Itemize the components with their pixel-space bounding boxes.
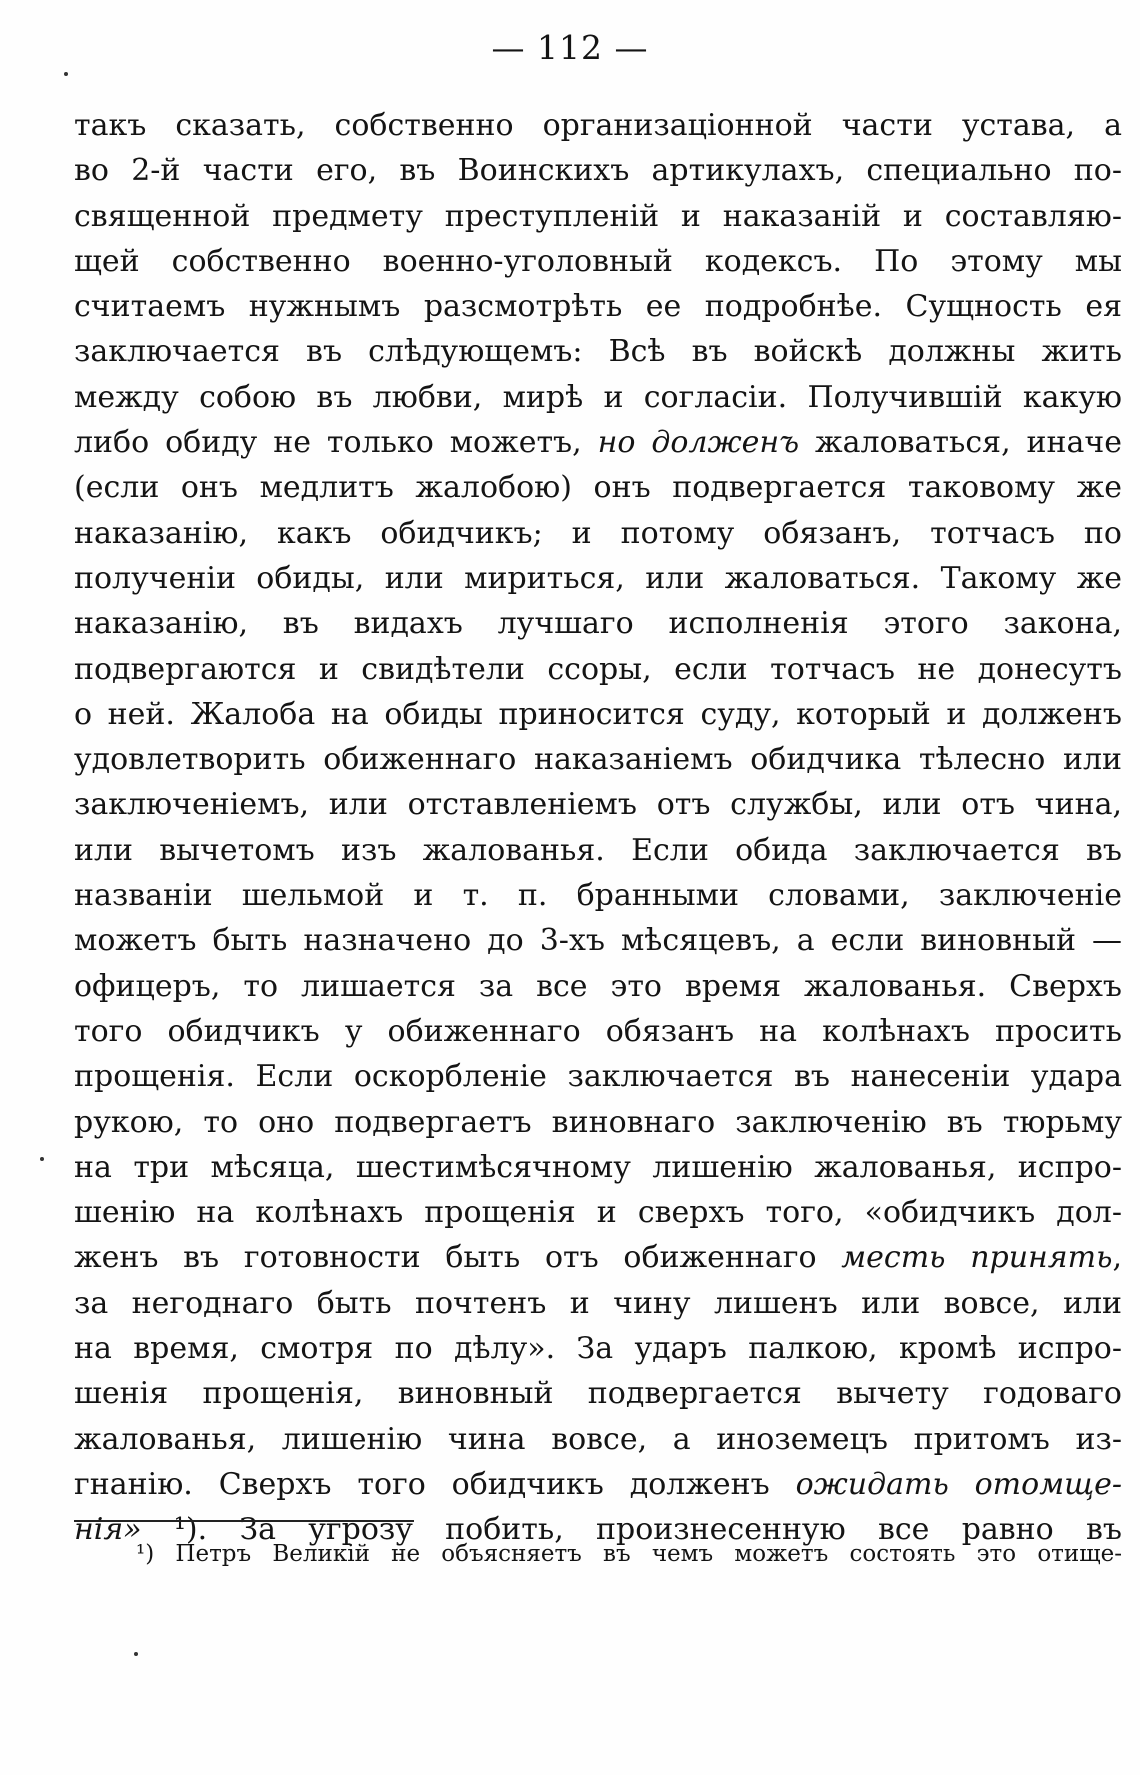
text-line — [74, 194, 1122, 239]
page-number: — 112 — — [491, 28, 649, 67]
text-line — [74, 1009, 1122, 1054]
text-run: заключается въ слѣдующемъ: Всѣ въ войскѣ должны жить — [74, 334, 1122, 370]
text-run: священной предмету преступленій и наказаній и составляю- — [74, 198, 1122, 234]
text-run: считаемъ нужнымъ разсмотрѣть ее подробнѣе. Сущность ея — [74, 289, 1122, 325]
text-run: во 2-й части его, въ Воинскихъ артикулахъ, специально по- — [74, 153, 1122, 189]
text-run: на три мѣсяца, шестимѣсячному лишенію жалованья, испро- — [74, 1149, 1122, 1185]
text-line — [74, 375, 1122, 420]
text-run: заключеніемъ, или отставленіемъ отъ службы, или отъ чина, — [74, 787, 1122, 823]
text-line — [74, 284, 1122, 329]
footnote: ¹) Петръ Великій не объясняетъ въ чемъ можетъ состоять это отище- — [136, 1541, 1122, 1567]
text-run: на время, смотря по дѣлу». За ударъ палкою, кромѣ испро- — [74, 1331, 1122, 1367]
footnote-rule — [74, 1520, 414, 1522]
text-line — [74, 964, 1122, 1009]
text-line — [74, 511, 1122, 556]
text-run: можетъ быть назначено до 3-хъ мѣсяцевъ, а если виновный — — [74, 923, 1122, 959]
text-line — [74, 103, 1122, 148]
text-run: полученіи обиды, или мириться, или жаловаться. Такому же — [74, 560, 1122, 596]
text-line — [74, 782, 1122, 827]
text-line — [74, 556, 1122, 601]
body-text — [74, 103, 1122, 1553]
text-run: прощенія. Если оскорбленіе заключается въ нанесеніи удара — [74, 1059, 1122, 1095]
text-line — [74, 737, 1122, 782]
print-speck — [64, 72, 68, 76]
text-line — [74, 239, 1122, 284]
text-run: жаловаться, иначе — [799, 425, 1122, 461]
text-line — [74, 601, 1122, 646]
text-run: удовлетворить обиженнаго наказаніемъ обидчика тѣлесно или — [74, 742, 1122, 778]
text-line — [74, 1054, 1122, 1099]
text-line — [74, 647, 1122, 692]
text-run: жалованья, лишенію чина вовсе, а иноземецъ притомъ из- — [74, 1421, 1122, 1457]
italic-phrase: месть принять — [841, 1240, 1113, 1276]
text-run: , — [1112, 1240, 1122, 1276]
italic-phrase: нія» — [74, 1512, 142, 1548]
text-line — [74, 828, 1122, 873]
text-line — [74, 329, 1122, 374]
italic-phrase: но долженъ — [597, 425, 800, 461]
text-run: за негоднаго быть почтенъ и чину лишенъ или вовсе, или — [74, 1285, 1122, 1321]
text-run: (если онъ медлитъ жалобою) онъ подвергается таковому же — [74, 470, 1122, 506]
text-run: подвергаются и свидѣтели ссоры, если тотчасъ не донесутъ — [74, 651, 1122, 687]
text-run: щей собственно военно-уголовный кодексъ. По этому мы — [74, 243, 1122, 279]
italic-phrase: ожидать отомще- — [795, 1466, 1122, 1502]
text-run: офицеръ, то лишается за все это время жалованья. Сверхъ — [74, 968, 1122, 1004]
text-line — [74, 1326, 1122, 1371]
text-run: женъ въ готовности быть отъ обиженнаго — [74, 1240, 842, 1276]
text-line — [74, 1145, 1122, 1190]
text-run: названіи шельмой и т. п. бранными словами, заключеніе — [74, 878, 1122, 914]
text-run: рукою, то оно подвергаетъ виновнаго заключенію въ тюрьму — [74, 1104, 1122, 1140]
text-run: либо обиду не только можетъ, — [74, 425, 598, 461]
text-line — [74, 1371, 1122, 1416]
text-line — [74, 1417, 1122, 1462]
text-run: такъ сказать, собственно организаціонной части устава, а — [74, 108, 1122, 143]
text-run: наказанію, въ видахъ лучшаго исполненія этого закона, — [74, 606, 1122, 642]
text-run: шенію на колѣнахъ прощенія и сверхъ того, «обидчикъ дол- — [74, 1195, 1122, 1231]
text-run: о ней. Жалоба на обиды приносится суду, который и долженъ — [74, 696, 1122, 732]
print-speck — [40, 1157, 44, 1161]
text-run: наказанію, какъ обидчикъ; и потому обязанъ, тотчасъ по — [74, 515, 1122, 551]
text-line — [74, 1100, 1122, 1145]
text-line — [74, 692, 1122, 737]
text-line — [74, 420, 1122, 465]
text-run: ¹). За угрозу побить, произнесенную все равно въ — [141, 1512, 1122, 1548]
text-line — [74, 148, 1122, 193]
text-line — [74, 465, 1122, 510]
text-run: того обидчикъ у обиженнаго обязанъ на колѣнахъ просить — [74, 1013, 1122, 1049]
text-run: или вычетомъ изъ жалованья. Если обида заключается въ — [74, 832, 1122, 868]
text-line — [74, 918, 1122, 963]
text-run: гнанію. Сверхъ того обидчикъ долженъ — [74, 1466, 796, 1502]
text-line — [74, 1235, 1122, 1280]
text-run: шенія прощенія, виновный подвергается вычету годоваго — [74, 1376, 1122, 1412]
text-line — [74, 873, 1122, 918]
print-speck — [134, 1652, 138, 1656]
text-line — [74, 1462, 1122, 1507]
text-line — [74, 1190, 1122, 1235]
text-run: между собою въ любви, мирѣ и согласіи. Получившій какую — [74, 379, 1122, 415]
text-line — [74, 1281, 1122, 1326]
